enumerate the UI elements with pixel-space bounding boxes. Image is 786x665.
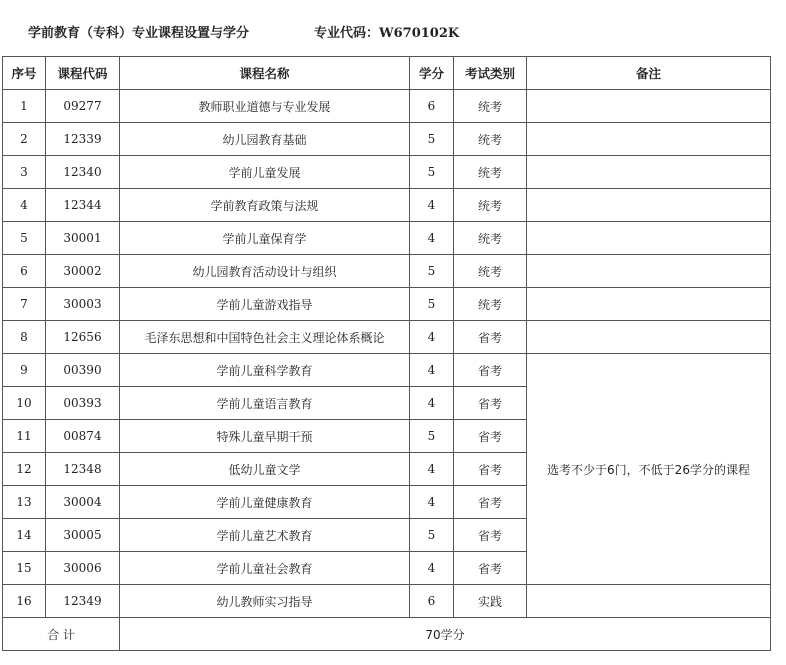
course-credit: 5 [410,420,454,453]
column-header-no: 序号 [3,57,46,90]
remark-cell [527,156,771,189]
column-header-code: 课程代码 [46,57,120,90]
course-code: 12339 [46,123,120,156]
table-row [3,321,771,354]
course-name: 学前儿童科学教育 [120,354,410,387]
exam-type: 实践 [454,585,527,618]
row-number: 8 [3,321,46,354]
course-code: 30002 [46,255,120,288]
exam-type: 省考 [454,486,527,519]
remark-cell [527,321,771,354]
course-name: 学前儿童保育学 [120,222,410,255]
row-number: 12 [3,453,46,486]
row-number: 2 [3,123,46,156]
course-credit: 5 [410,288,454,321]
course-credit: 4 [410,552,454,585]
table-row [3,354,771,387]
table-row [3,222,771,255]
table-body [3,90,771,651]
course-code: 30005 [46,519,120,552]
course-code: 00874 [46,420,120,453]
row-number: 6 [3,255,46,288]
table-row [3,255,771,288]
course-code: 00390 [46,354,120,387]
column-header-remark: 备注 [527,57,771,90]
total-label: 合 计 [3,618,120,651]
remark-cell [527,189,771,222]
course-credit: 6 [410,90,454,123]
table-row [3,123,771,156]
course-name: 学前儿童艺术教育 [120,519,410,552]
exam-type: 统考 [454,222,527,255]
row-number: 9 [3,354,46,387]
course-name: 幼儿园教育基础 [120,123,410,156]
exam-type: 统考 [454,189,527,222]
row-number: 10 [3,387,46,420]
exam-type: 统考 [454,90,527,123]
course-code: 00393 [46,387,120,420]
row-number: 16 [3,585,46,618]
remark-cell [527,255,771,288]
exam-type: 省考 [454,321,527,354]
page-heading [28,22,460,41]
major-code-label: 专业代码： [314,26,380,41]
course-code: 12340 [46,156,120,189]
total-value: 70学分 [120,618,771,651]
course-name: 幼儿园教育活动设计与组织 [120,255,410,288]
page-title: 学前教育（专科）专业课程设置与学分 [28,26,250,41]
course-credit: 5 [410,156,454,189]
course-name: 学前教育政策与法规 [120,189,410,222]
total-row [3,618,771,651]
elective-note: 选考不少于6门，不低于26学分的课程 [527,354,771,585]
exam-type: 省考 [454,552,527,585]
course-table [2,56,771,651]
course-credit: 4 [410,189,454,222]
major-code [314,22,459,41]
course-credit: 4 [410,486,454,519]
exam-type: 统考 [454,288,527,321]
table-row [3,156,771,189]
row-number: 11 [3,420,46,453]
column-header-credit: 学分 [410,57,454,90]
course-name: 学前儿童游戏指导 [120,288,410,321]
course-name: 教师职业道德与专业发展 [120,90,410,123]
course-code: 12348 [46,453,120,486]
exam-type: 统考 [454,255,527,288]
exam-type: 省考 [454,354,527,387]
course-credit: 5 [410,255,454,288]
course-credit: 5 [410,519,454,552]
course-code: 30006 [46,552,120,585]
course-name: 幼儿教师实习指导 [120,585,410,618]
row-number: 15 [3,552,46,585]
row-number: 4 [3,189,46,222]
course-name: 毛泽东思想和中国特色社会主义理论体系概论 [120,321,410,354]
exam-type: 省考 [454,420,527,453]
major-code-value: W670102K [379,26,460,41]
row-number: 14 [3,519,46,552]
course-code: 12344 [46,189,120,222]
course-code: 09277 [46,90,120,123]
row-number: 5 [3,222,46,255]
exam-type: 省考 [454,519,527,552]
course-credit: 4 [410,321,454,354]
column-header-name: 课程名称 [120,57,410,90]
column-header-exam-type: 考试类别 [454,57,527,90]
exam-type: 省考 [454,387,527,420]
course-code: 12656 [46,321,120,354]
course-name: 特殊儿童早期干预 [120,420,410,453]
course-credit: 4 [410,222,454,255]
remark-cell [527,90,771,123]
table-row [3,585,771,618]
course-credit: 4 [410,354,454,387]
course-name: 低幼儿童文学 [120,453,410,486]
table-row [3,90,771,123]
exam-type: 统考 [454,156,527,189]
table-row [3,288,771,321]
course-code: 30004 [46,486,120,519]
row-number: 1 [3,90,46,123]
exam-type: 统考 [454,123,527,156]
remark-cell [527,288,771,321]
remark-cell [527,222,771,255]
course-credit: 6 [410,585,454,618]
row-number: 3 [3,156,46,189]
course-name: 学前儿童发展 [120,156,410,189]
course-name: 学前儿童健康教育 [120,486,410,519]
course-credit: 4 [410,453,454,486]
remark-cell [527,585,771,618]
course-code: 30001 [46,222,120,255]
row-number: 13 [3,486,46,519]
course-code: 12349 [46,585,120,618]
row-number: 7 [3,288,46,321]
table-row [3,189,771,222]
course-name: 学前儿童语言教育 [120,387,410,420]
course-credit: 5 [410,123,454,156]
course-name: 学前儿童社会教育 [120,552,410,585]
course-credit: 4 [410,387,454,420]
table-header-row [3,57,771,90]
exam-type: 省考 [454,453,527,486]
course-code: 30003 [46,288,120,321]
remark-cell [527,123,771,156]
